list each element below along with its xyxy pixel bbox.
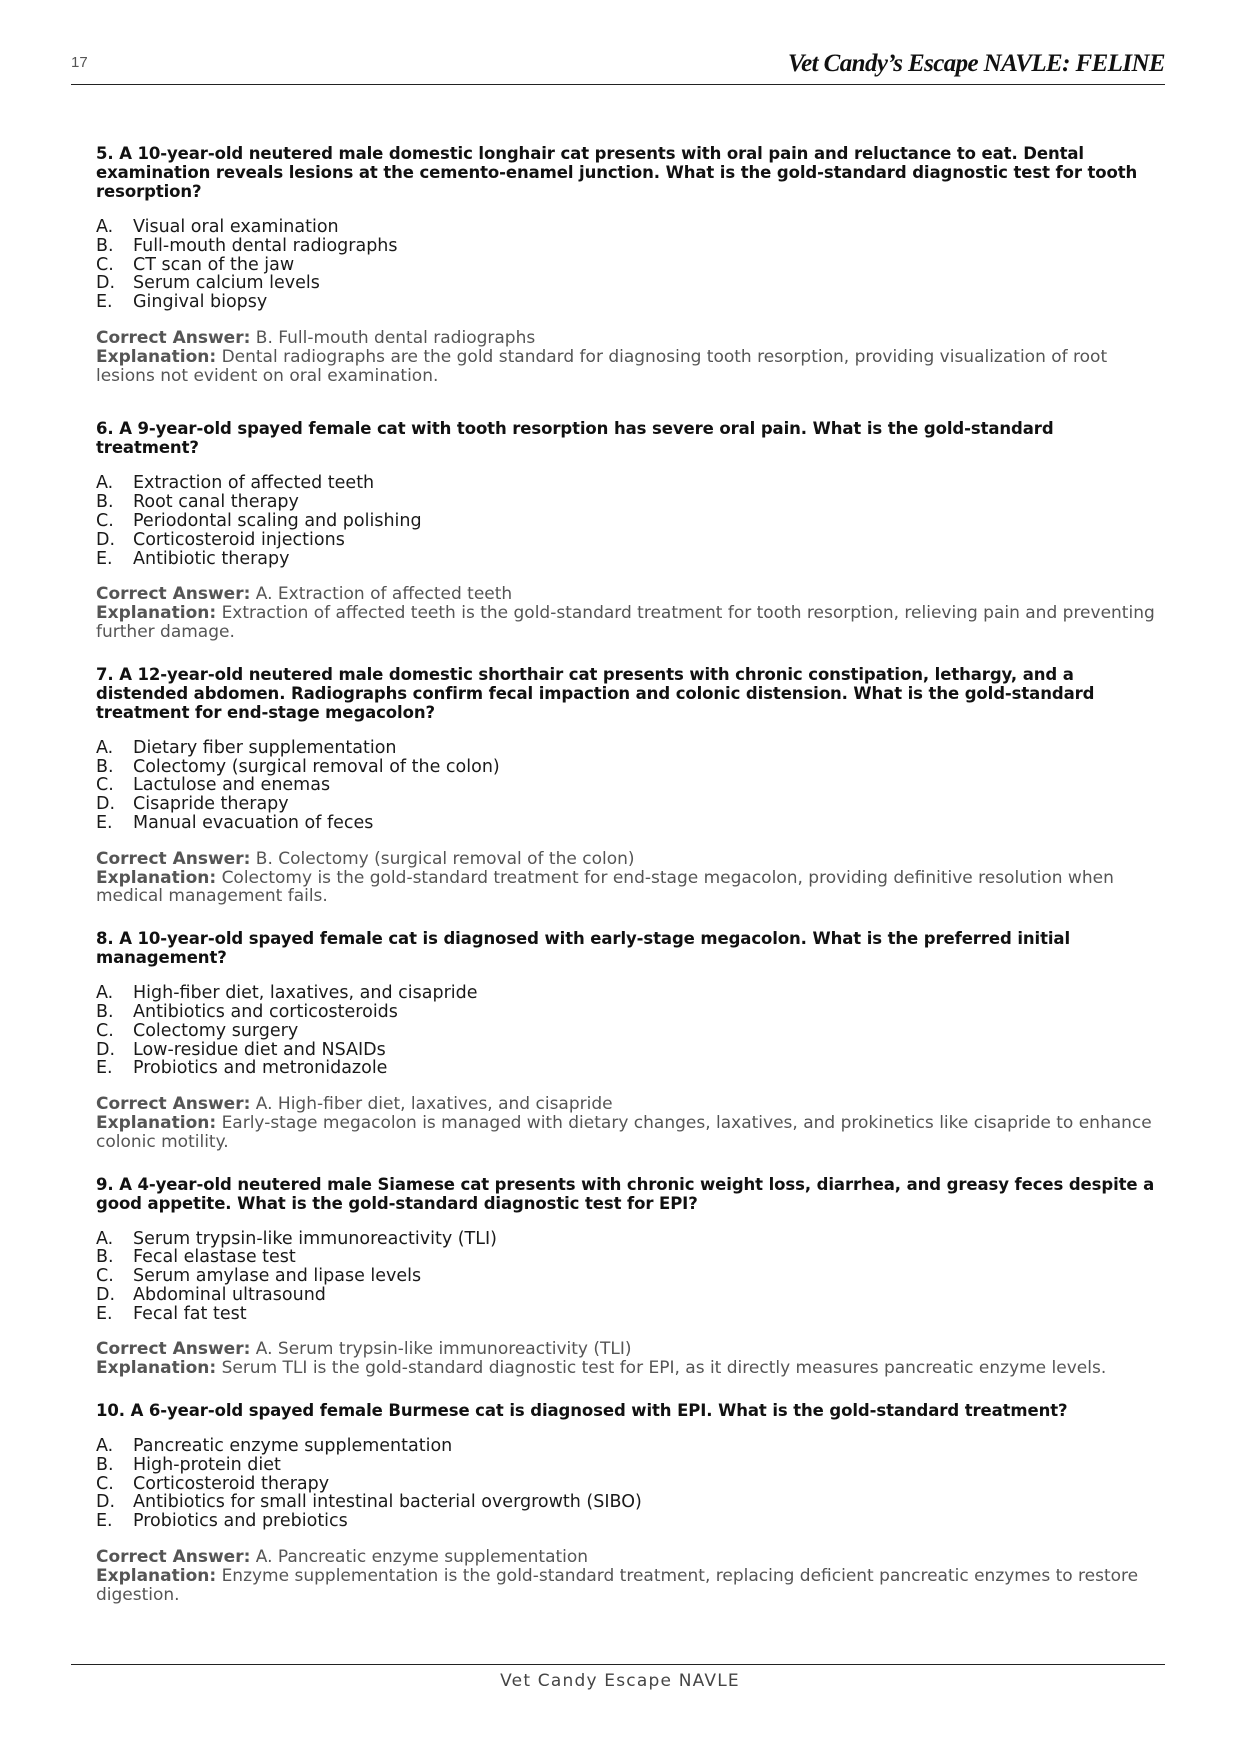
option-letter: B. <box>96 235 114 256</box>
option-item <box>96 493 1162 512</box>
option-letter: B. <box>96 1001 114 1022</box>
explanation-text: Early-stage megacolon is managed with dietary changes, laxatives, and prokinetics like cisapride to enhance colonic motility. <box>96 1112 1152 1152</box>
footer-text: Vet Candy Escape NAVLE <box>500 1671 740 1691</box>
option-item <box>96 776 1162 795</box>
correct-answer-label: Correct Answer: <box>96 1094 251 1115</box>
option-letter: A. <box>96 1228 114 1249</box>
answer-block <box>96 1340 1162 1378</box>
correct-answer <box>96 850 1162 869</box>
option-item <box>96 512 1162 531</box>
option-letter: E. <box>96 1058 113 1079</box>
option-text: Serum calcium levels <box>133 273 320 294</box>
option-text: Root canal therapy <box>133 492 299 513</box>
option-text: Gingival biopsy <box>133 292 268 313</box>
question-block <box>96 419 1162 641</box>
option-text: Probiotics and metronidazole <box>133 1058 388 1079</box>
option-letter: C. <box>96 254 114 275</box>
option-list <box>96 474 1162 568</box>
explanation <box>96 604 1162 642</box>
option-letter: E. <box>96 812 113 833</box>
option-item <box>96 758 1162 777</box>
explanation-text: Extraction of affected teeth is the gold-standard treatment for tooth resorption, relieving pain and preventing further damage. <box>96 603 1155 642</box>
header-rule <box>71 84 1165 85</box>
option-list <box>96 1437 1162 1531</box>
option-letter: E. <box>96 1511 113 1532</box>
option-item <box>96 739 1162 758</box>
option-item <box>96 1022 1162 1041</box>
option-text: CT scan of the jaw <box>133 254 295 275</box>
correct-answer <box>96 329 1162 348</box>
explanation-label: Explanation: <box>96 346 217 367</box>
question-block <box>96 1401 1162 1604</box>
explanation <box>96 1567 1162 1605</box>
option-letter: D. <box>96 1284 116 1305</box>
option-text: Dietary fiber supplementation <box>133 737 397 758</box>
option-letter: D. <box>96 1039 116 1060</box>
explanation-text: Enzyme supplementation is the gold-standard treatment, replacing deficient pancreatic enzymes to restore digestion. <box>96 1565 1139 1605</box>
option-item <box>96 984 1162 1003</box>
answer-block <box>96 585 1162 641</box>
correct-answer <box>96 1548 1162 1567</box>
header-title: Vet Candy’s Escape NAVLE: FELINE <box>787 50 1165 77</box>
option-text: Colectomy surgery <box>133 1020 299 1041</box>
question-block <box>96 1175 1162 1379</box>
option-item <box>96 1305 1162 1324</box>
option-item <box>96 1456 1162 1475</box>
option-item <box>96 1267 1162 1286</box>
explanation <box>96 1114 1162 1152</box>
correct-answer <box>96 1095 1162 1114</box>
option-item <box>96 814 1162 833</box>
option-letter: E. <box>96 548 113 569</box>
option-item <box>96 1248 1162 1267</box>
explanation-label: Explanation: <box>96 1565 217 1586</box>
option-item <box>96 474 1162 493</box>
correct-answer-label: Correct Answer: <box>96 327 251 348</box>
option-letter: C. <box>96 1266 114 1287</box>
correct-answer-text: A. Extraction of affected teeth <box>255 584 513 605</box>
option-item <box>96 237 1162 256</box>
correct-answer-text: A. High-fiber diet, laxatives, and cisapride <box>255 1094 613 1115</box>
explanation-label: Explanation: <box>96 867 217 888</box>
option-text: Extraction of affected teeth <box>133 473 375 494</box>
explanation-label: Explanation: <box>96 603 217 624</box>
option-letter: C. <box>96 1473 114 1494</box>
page-number: 17 <box>71 54 88 71</box>
question-block <box>96 665 1162 906</box>
option-text: Serum amylase and lipase levels <box>133 1266 422 1287</box>
footer-rule <box>71 1664 1165 1665</box>
option-text: Fecal fat test <box>133 1303 247 1324</box>
option-list <box>96 1230 1162 1324</box>
option-text: Probiotics and prebiotics <box>133 1511 348 1532</box>
explanation-label: Explanation: <box>96 1358 217 1379</box>
option-letter: C. <box>96 510 114 531</box>
option-letter: A. <box>96 473 114 494</box>
option-text: Cisapride therapy <box>133 794 289 815</box>
option-item <box>96 274 1162 293</box>
option-letter: B. <box>96 492 114 513</box>
option-text: Antibiotics and corticosteroids <box>133 1001 398 1022</box>
answer-block <box>96 329 1162 385</box>
option-letter: D. <box>96 794 116 815</box>
option-text: Corticosteroid therapy <box>133 1473 330 1494</box>
question-block <box>96 929 1162 1151</box>
option-text: Pancreatic enzyme supplementation <box>133 1436 453 1457</box>
option-list <box>96 218 1162 312</box>
option-text: Colectomy (surgical removal of the colon) <box>133 756 500 777</box>
option-text: Lactulose and enemas <box>133 775 331 796</box>
correct-answer-label: Correct Answer: <box>96 584 251 605</box>
question-text: 6. A 9-year-old spayed female cat with tooth resorption has severe oral pain. What is the gold-standard treatment? <box>96 419 1054 458</box>
option-list <box>96 984 1162 1078</box>
option-item <box>96 293 1162 312</box>
option-text: Corticosteroid injections <box>133 529 345 550</box>
explanation-text: Dental radiographs are the gold standard for diagnosing tooth resorption, providing visualization of root lesions not evident on oral examination. <box>96 346 1108 386</box>
option-letter: E. <box>96 292 113 313</box>
option-text: Periodontal scaling and polishing <box>133 510 422 531</box>
option-item <box>96 1059 1162 1078</box>
option-item <box>96 531 1162 550</box>
explanation-label: Explanation: <box>96 1112 217 1133</box>
option-text: Antibiotic therapy <box>133 548 290 569</box>
option-letter: B. <box>96 1247 114 1268</box>
option-letter: E. <box>96 1303 113 1324</box>
option-item <box>96 218 1162 237</box>
question-text: 8. A 10-year-old spayed female cat is diagnosed with early-stage megacolon. What is the preferred initial management? <box>96 929 1071 968</box>
option-text: Manual evacuation of feces <box>133 812 374 833</box>
option-item <box>96 1041 1162 1060</box>
option-letter: A. <box>96 1436 114 1457</box>
option-list <box>96 739 1162 833</box>
correct-answer-label: Correct Answer: <box>96 1547 251 1568</box>
option-item <box>96 256 1162 275</box>
question-text: 7. A 12-year-old neutered male domestic shorthair cat presents with chronic constipation, lethargy, and a distended abdomen. Radiographs confirm fecal impaction and colonic distension. What is the gold-standard treatment for end-stage megacolon? <box>96 664 1095 722</box>
correct-answer-label: Correct Answer: <box>96 848 251 869</box>
option-letter: A. <box>96 983 114 1004</box>
option-item <box>96 1003 1162 1022</box>
option-item <box>96 795 1162 814</box>
option-text: Fecal elastase test <box>133 1247 296 1268</box>
option-item <box>96 1230 1162 1249</box>
correct-answer-text: A. Serum trypsin-like immunoreactivity (TLI) <box>255 1339 632 1360</box>
option-text: Visual oral examination <box>133 217 339 237</box>
explanation <box>96 348 1162 386</box>
explanation <box>96 1359 1162 1378</box>
answer-block <box>96 850 1162 906</box>
answer-block <box>96 1548 1162 1604</box>
question-text: 5. A 10-year-old neutered male domestic longhair cat presents with oral pain and reluctance to eat. Dental examination reveals lesions at the cemento-enamel junction. What is the gold-standard diagnostic test for tooth resorption? <box>96 144 1138 201</box>
option-letter: A. <box>96 217 114 237</box>
question-text: 9. A 4-year-old neutered male Siamese cat presents with chronic weight loss, diarrhea, and greasy feces despite a good appetite. What is the gold-standard diagnostic test for EPI? <box>96 1174 1155 1213</box>
option-text: Low-residue diet and NSAIDs <box>133 1039 386 1060</box>
option-item <box>96 550 1162 569</box>
correct-answer <box>96 1340 1162 1359</box>
correct-answer-text: B. Full-mouth dental radiographs <box>255 327 536 348</box>
option-letter: A. <box>96 737 114 758</box>
option-item <box>96 1493 1162 1512</box>
option-letter: C. <box>96 1020 114 1041</box>
option-item <box>96 1286 1162 1305</box>
option-text: High-protein diet <box>133 1454 281 1475</box>
question-block <box>96 144 1162 385</box>
question-list <box>96 144 1162 1604</box>
correct-answer <box>96 585 1162 604</box>
option-item <box>96 1437 1162 1456</box>
option-item <box>96 1475 1162 1494</box>
option-letter: D. <box>96 529 116 550</box>
option-item <box>96 1512 1162 1531</box>
option-letter: D. <box>96 1492 116 1513</box>
option-text: Abdominal ultrasound <box>133 1284 326 1305</box>
explanation-text: Colectomy is the gold-standard treatment for end-stage megacolon, providing definitive resolution when medical management fails. <box>96 867 1114 907</box>
explanation-text: Serum TLI is the gold-standard diagnostic test for EPI, as it directly measures pancreatic enzyme levels. <box>221 1358 1107 1379</box>
explanation <box>96 869 1162 907</box>
option-text: Antibiotics for small intestinal bacterial overgrowth (SIBO) <box>133 1492 642 1513</box>
option-letter: C. <box>96 775 114 796</box>
correct-answer-text: A. Pancreatic enzyme supplementation <box>255 1547 589 1568</box>
correct-answer-text: B. Colectomy (surgical removal of the colon) <box>255 848 635 869</box>
option-text: Full-mouth dental radiographs <box>133 235 398 256</box>
option-letter: B. <box>96 756 114 777</box>
option-letter: B. <box>96 1454 114 1475</box>
option-letter: D. <box>96 273 116 294</box>
correct-answer-label: Correct Answer: <box>96 1339 251 1360</box>
question-text: 10. A 6-year-old spayed female Burmese cat is diagnosed with EPI. What is the gold-standard treatment? <box>96 1401 1068 1421</box>
answer-block <box>96 1095 1162 1151</box>
option-text: Serum trypsin-like immunoreactivity (TLI) <box>133 1228 497 1249</box>
option-text: High-fiber diet, laxatives, and cisapride <box>133 983 478 1004</box>
